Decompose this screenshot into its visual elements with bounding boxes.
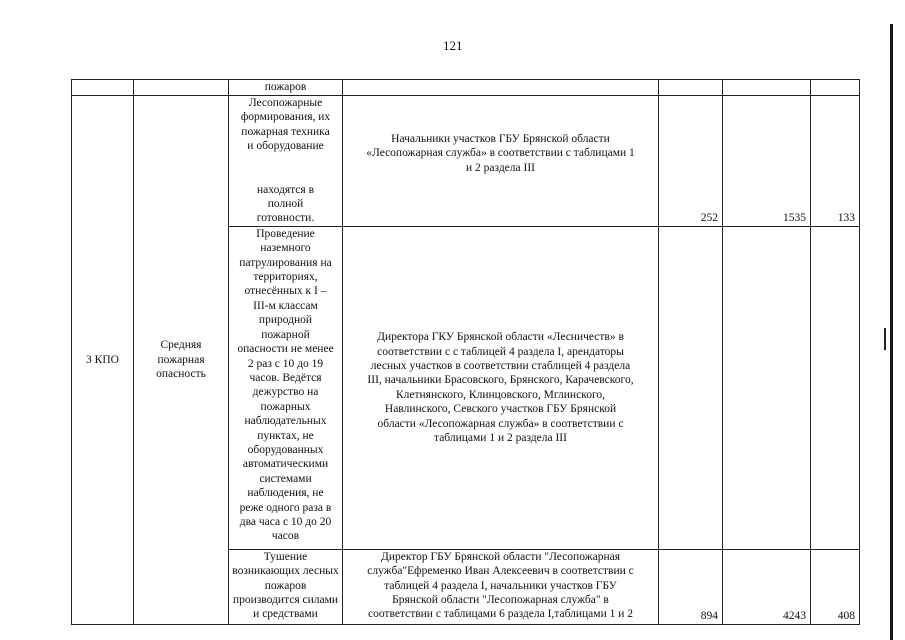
measure-line: опасности не менее xyxy=(237,343,334,356)
measure-cell: пожаров xyxy=(229,80,343,96)
responsible-line: таблицей 4 раздела I, начальники участков ГБУ xyxy=(384,579,617,592)
measure-line: системами xyxy=(259,472,312,485)
class-cell: 3 КПО xyxy=(72,96,134,625)
measure-line: находятся в xyxy=(257,183,314,196)
measure-line: пожарной xyxy=(261,328,310,341)
measure-line: территориях, xyxy=(253,271,318,284)
measure-line: и средствами xyxy=(253,608,318,621)
danger-level-line: опасность xyxy=(156,368,206,381)
measure-line: отнесённых к I – xyxy=(244,285,327,298)
page-edge-mark xyxy=(884,328,886,350)
measure-line: Тушение xyxy=(263,550,308,563)
value-cell: 252 xyxy=(659,96,723,227)
measure-line: Лесопожарные xyxy=(248,97,323,109)
measure-line: наблюдения, не xyxy=(247,487,324,500)
responsible-line: Клетнянского, Клинцовского, Мглинского, xyxy=(395,388,606,401)
responsible-line: соответствии с с таблицей 4 раздела I, арендаторы xyxy=(377,345,624,358)
measure-cell xyxy=(229,549,343,624)
responsible-line: Брянской области "Лесопожарная служба" в xyxy=(392,594,609,607)
measure-cell xyxy=(229,96,343,227)
measure-line: часов. Ведётся xyxy=(249,371,322,384)
responsible-line: таблицами 1 и 2 раздела III xyxy=(434,432,567,445)
value-cell: 4243 xyxy=(723,549,811,624)
measure-line: и оборудование xyxy=(247,140,324,153)
danger-level-cell xyxy=(134,96,229,625)
measure-line: наземного xyxy=(260,242,311,255)
responsible-line: Директор ГБУ Брянской области "Лесопожарная xyxy=(380,550,621,563)
measure-line: полной xyxy=(267,198,304,211)
responsible-line: «Лесопожарная служба» в соответствии с таблицами 1 xyxy=(366,147,635,160)
measure-line: патрулирования на xyxy=(239,256,332,269)
measure-cell xyxy=(229,226,343,549)
fire-danger-table xyxy=(71,79,860,625)
measure-line: пожарных xyxy=(260,400,311,413)
value-cell: 133 xyxy=(811,96,860,227)
measure-line: возникающих лесных xyxy=(232,565,339,578)
page-number: 121 xyxy=(443,38,463,53)
table-row-continued xyxy=(72,80,860,96)
danger-level-line: Средняя xyxy=(160,339,202,352)
table-row xyxy=(72,96,860,227)
responsible-line: Начальники участков ГБУ Брянской области xyxy=(391,133,610,145)
measure-line: формирования, их xyxy=(240,111,331,124)
responsible-cell xyxy=(343,226,659,549)
measure-line: два часа с 10 до 20 xyxy=(239,515,332,528)
measure-line: автоматическими xyxy=(242,458,329,471)
measure-line: наблюдательных xyxy=(244,415,327,428)
measure-line: пожарная техника xyxy=(241,125,330,138)
responsible-line: Навлинского, Севского участков ГБУ Брянской xyxy=(384,403,617,416)
responsible-line: лесных участков в соответствии стаблицей 4 раздела xyxy=(370,360,631,373)
measure-line: 2 раз с 10 до 19 xyxy=(247,357,324,370)
spacer xyxy=(231,154,340,183)
measure-line: готовности. xyxy=(256,212,315,225)
value-cell: 1535 xyxy=(723,96,811,227)
measure-line: Проведение xyxy=(256,227,315,240)
responsible-cell xyxy=(343,549,659,624)
measure-line: природной xyxy=(258,314,313,327)
responsible-line: и 2 раздела III xyxy=(465,161,535,174)
measure-line: пунктах, не xyxy=(257,429,314,442)
measure-line: дежурство на xyxy=(252,386,319,399)
responsible-line: соответствии с таблицами 6 раздела I,таблицами 1 и 2 xyxy=(367,608,634,621)
measure-line: реже одного раза в xyxy=(239,501,332,514)
value-cell: 408 xyxy=(811,549,860,624)
measure-line: производится силами xyxy=(232,594,339,607)
measure-line: часов xyxy=(271,530,300,543)
value-cell: 894 xyxy=(659,549,723,624)
measure-line: III-м классам xyxy=(253,299,318,312)
responsible-line: Директора ГКУ Брянской области «Лесничеств» в xyxy=(377,331,624,344)
responsible-line: III, начальники Брасовского, Брянского, Карачевского, xyxy=(367,374,634,387)
measure-line: оборудованных xyxy=(247,443,324,456)
responsible-cell xyxy=(343,96,659,227)
responsible-line: служба"Ефременко Иван Алексеевич в соответствии с xyxy=(367,565,634,578)
responsible-line: области «Лесопожарная служба» в соответствии с xyxy=(377,417,624,430)
danger-level-line: пожарная xyxy=(157,353,205,366)
measure-line: пожаров xyxy=(264,579,307,592)
page-edge-bar xyxy=(890,24,893,640)
